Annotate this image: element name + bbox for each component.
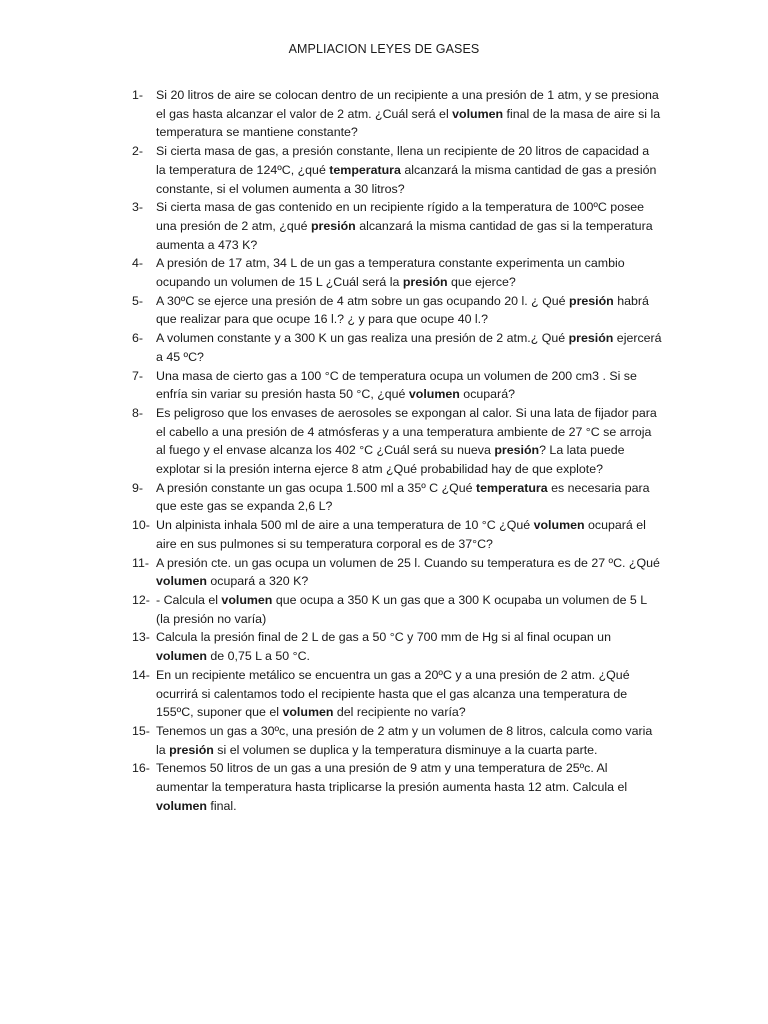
question-text-segment: alcanzará la misma cantidad de gas a presión constante, si el volumen aumenta a 30 litros? — [156, 162, 657, 196]
question-item — [132, 404, 662, 479]
question-text — [156, 628, 662, 665]
question-text-segment: ocupará? — [459, 387, 515, 402]
question-text-segment: A presión cte. un gas ocupa un volumen de 25 l. Cuando su temperatura es de 27 ºC. ¿Qué — [156, 555, 660, 570]
question-text-segment: del recipiente no varía? — [333, 705, 466, 720]
keyword: volumen — [156, 574, 207, 589]
question-item — [132, 722, 662, 759]
question-number: 5- — [132, 293, 144, 308]
keyword: presión — [569, 293, 614, 308]
question-item — [132, 254, 662, 291]
keyword: volumen — [452, 106, 504, 121]
question-number: 1- — [132, 88, 144, 102]
question-list — [132, 86, 662, 815]
question-text — [156, 292, 662, 329]
question-number: 9- — [132, 480, 144, 495]
question-item — [132, 367, 662, 404]
question-text-segment: A 30ºC se ejerce una presión de 4 atm sobre un gas ocupando 20 l. ¿ Qué — [156, 293, 569, 308]
question-number: 11- — [132, 555, 149, 570]
question-text — [156, 142, 662, 198]
question-text-segment: Si cierta masa de gas, a presión constante, llena un recipiente de 20 litros de capacidad a la temperatura de 124ºC, ¿qué — [156, 144, 650, 177]
question-text-segment: que ejerce? — [447, 275, 516, 290]
question-text-segment: Si 20 litros de aire se colocan dentro de un recipiente a una presión de 1 atm, y se presiona el gas hasta alcanzar el valor de 2 atm. ¿Cuál será el — [156, 88, 659, 121]
question-text-segment: habrá que realizar para que ocupe 16 l.? ¿ y para que ocupe 40 l.? — [156, 293, 649, 327]
question-text — [156, 367, 662, 404]
question-number: 4- — [132, 256, 144, 271]
question-number: 6- — [132, 331, 144, 346]
keyword: volumen — [533, 518, 585, 533]
question-text-segment: ocupará el aire en sus pulmones si su temperatura corporal es de 37°C? — [156, 518, 646, 551]
question-item — [132, 198, 662, 254]
question-item — [132, 759, 662, 815]
question-text — [156, 591, 662, 628]
question-number: 10- — [132, 518, 150, 533]
question-item — [132, 292, 662, 329]
question-text — [156, 759, 662, 815]
question-text-segment: En un recipiente metálico se encuentra un gas a 20ºC y a una presión de 2 atm. ¿Qué ocurrirá si calentamos todo el recipiente hasta que el gas alcanza una temperatura de 155ºC, suponer que el — [156, 667, 630, 720]
question-item — [132, 554, 662, 591]
question-text-segment: A presión constante un gas ocupa 1.500 ml a 35º C ¿Qué — [156, 480, 476, 495]
question-text-segment: Un alpinista inhala 500 ml de aire a una temperatura de 10 °C ¿Qué — [156, 518, 534, 533]
document-title: AMPLIACION LEYES DE GASES — [288, 42, 480, 56]
question-text-segment: ? La lata puede explotar si la presión interna ejerce 8 atm ¿Qué probabilidad hay de que explote? — [156, 443, 625, 477]
question-item — [132, 329, 662, 366]
question-text — [156, 666, 662, 722]
keyword: volumen — [156, 798, 207, 813]
question-number: 13- — [132, 630, 150, 645]
question-text-segment: - Calcula el — [156, 592, 222, 607]
question-number: 12- — [132, 592, 150, 607]
question-number: 15- — [132, 723, 150, 738]
question-text-segment: que ocupa a 350 K un gas que a 300 K ocupaba un volumen de 5 L (la presión no varía) — [156, 592, 647, 626]
question-text-segment: final de la masa de aire si la temperatura se mantiene constante? — [156, 106, 661, 140]
question-text — [156, 404, 662, 479]
keyword: presión — [568, 331, 614, 346]
question-text-segment: A presión de 17 atm, 34 L de un gas a temperatura constante experimenta un cambio ocupando un volumen de 15 L ¿Cuál será la — [156, 256, 625, 290]
question-text — [156, 722, 662, 759]
question-text-segment: Calcula la presión final de 2 L de gas a 50 °C y 700 mm de Hg si al final ocupan un — [156, 630, 611, 645]
question-text-segment: Tenemos un gas a 30ºc, una presión de 2 atm y un volumen de 8 litros, calcula como varia la — [156, 723, 653, 757]
question-text-segment: Una masa de cierto gas a 100 °C de temperatura ocupa un volumen de 200 cm3 . Si se enfría sin variar su presión hasta 50 °C, ¿qué — [156, 368, 637, 402]
question-number: 7- — [132, 368, 144, 383]
question-item — [132, 86, 662, 142]
question-number: 2- — [132, 144, 144, 159]
question-text-segment: ocupará a 320 K? — [206, 574, 309, 589]
question-number: 8- — [132, 405, 144, 420]
question-text — [156, 86, 662, 142]
question-text-segment: Tenemos 50 litros de un gas a una presión de 9 atm y una temperatura de 25ºc. Al aumentar la temperatura hasta triplicarse la presión aumenta hasta 12 atm. Calcula el — [156, 761, 628, 795]
question-text — [156, 516, 662, 553]
keyword: volumen — [408, 387, 460, 402]
question-item — [132, 479, 662, 516]
question-text — [156, 329, 662, 366]
question-number: 16- — [132, 761, 150, 776]
question-text-segment: alcanzará la misma cantidad de gas si la temperatura aumenta a 473 K? — [156, 218, 653, 252]
keyword: presión — [402, 275, 448, 290]
question-text-segment: Es peligroso que los envases de aerosoles se expongan al calor. Si una lata de fijador para el cabello a una presión de 4 atmósferas y a una temperatura ambiente de 27 °C se arroja al fuego y el envase alcanza los 402 °C ¿Cuál será su nueva — [156, 405, 657, 458]
question-item — [132, 628, 662, 665]
keyword: volumen — [156, 649, 207, 664]
keyword: presión — [494, 443, 540, 458]
question-text — [156, 198, 662, 254]
keyword: volumen — [221, 592, 273, 607]
question-text-segment: si el volumen se duplica y la temperatura disminuye a la cuarta parte. — [213, 742, 598, 757]
question-text — [156, 254, 662, 291]
question-text-segment: A volumen constante y a 300 K un gas realiza una presión de 2 atm.¿ Qué — [156, 331, 569, 346]
keyword: volumen — [282, 705, 334, 720]
question-item — [132, 666, 662, 722]
keyword: presión — [310, 218, 356, 233]
keyword: temperatura — [329, 162, 401, 177]
question-item — [132, 516, 662, 553]
question-text-segment: de 0,75 L a 50 °C. — [206, 649, 310, 664]
keyword: presión — [169, 742, 214, 757]
question-text-segment: es necesaria para que este gas se expanda 2,6 L? — [156, 480, 650, 514]
question-text-segment: Si cierta masa de gas contenido en un recipiente rígido a la temperatura de 100ºC posee una presión de 2 atm, ¿qué — [156, 200, 645, 233]
question-number: 14- — [132, 667, 150, 682]
question-item — [132, 142, 662, 198]
question-text-segment: ejercerá a 45 ºC? — [156, 331, 662, 364]
question-text — [156, 554, 662, 591]
question-number: 3- — [132, 200, 144, 215]
question-text-segment: final. — [206, 798, 237, 813]
question-text — [156, 479, 662, 516]
question-item — [132, 591, 662, 628]
keyword: temperatura — [476, 480, 548, 495]
